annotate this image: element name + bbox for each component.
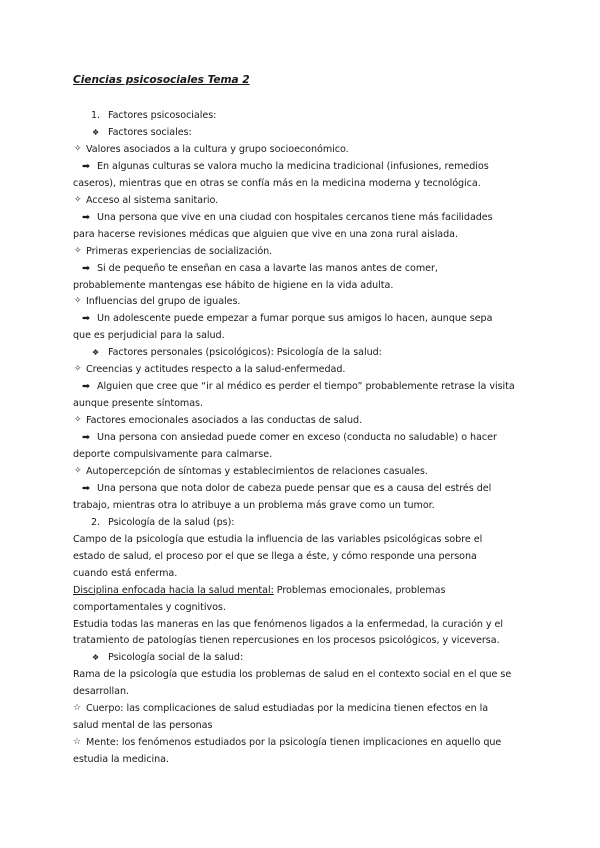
line-text: Alguien que cree que “ir al médico es perder el tiempo” probablemente retrase la visita [97,381,515,393]
line-text: Valores asociados a la cultura y grupo socioeconómico. [86,143,349,155]
line-text: deporte compulsivamente para calmarse. [73,449,273,460]
list-number: 1. [91,110,101,121]
line-text: Factores sociales: [108,127,192,138]
line-text: Factores emocionales asociados a las conductas de salud. [86,415,363,427]
line-text: Estudia todas las maneras en las que fenómenos ligados a la enfermedad, la curación y el [73,618,504,630]
line-text: Primeras experiencias de socialización. [86,245,273,257]
line-text: probablemente mantengas ese hábito de higiene en la vida adulta. [73,279,394,291]
line-text-group [73,584,445,597]
line-text: tratamiento de patologías tienen repercusiones en los procesos psicológicos, y viceversa. [73,635,500,647]
line-text: Acceso al sistema sanitario. [86,194,219,206]
line-text: En algunas culturas se valora mucho la medicina tradicional (infusiones, remedios [97,160,489,172]
bullet-icon: ➡ [82,211,90,223]
line-text: aunque presente síntomas. [73,398,203,410]
line-text: Autopercepción de síntomas y establecimientos de relaciones casuales. [86,465,428,477]
bullet-icon: ❖ [92,128,100,137]
line-text: Creencias y actitudes respecto a la salud-enfermedad. [86,364,346,376]
bullet-icon: ➡ [82,432,90,444]
line-text: Mente: los fenómenos estudiados por la psicología tienen implicaciones en aquello que [86,737,502,749]
doc-title: Ciencias psicosociales Tema 2 [73,74,250,86]
line-text: Una persona que nota dolor de cabeza puede pensar que es a causa del estrés del [97,482,492,494]
bullet-icon: ✧ [74,245,82,256]
line-text: para hacerse revisiones médicas que alguien que vive en una zona rural aislada. [73,228,459,240]
bullet-icon: ➡ [82,381,90,393]
line-text: Si de pequeño te enseñan en casa a lavarte las manos antes de comer, [97,262,438,274]
line-text: Psicología de la salud (ps): [108,516,235,528]
bullet-icon: ✧ [74,194,82,205]
bullet-icon: ☆ [73,703,82,714]
line-text: estudia la medicina. [73,754,169,766]
line-text: Rama de la psicología que estudia los problemas de salud en el contexto social en el que se [73,669,512,681]
bullet-icon: ❖ [92,653,100,663]
bullet-icon: ➡ [82,482,90,494]
line-text: salud mental de las personas [73,720,213,732]
list-number: 2. [91,516,101,528]
bullet-icon: ❖ [92,348,100,358]
bullet-icon: ➡ [82,160,90,172]
line-text: que es perjudicial para la salud. [73,330,225,342]
line-text: caseros), mientras que en otras se confía más en la medicina moderna y tecnológica. [73,177,481,189]
line-text: trabajo, mientras otra lo atribuye a un problema más grave como un tumor. [73,499,435,511]
line-text: estado de salud, el proceso por el que se llega a éste, y cómo responde una persona [73,550,477,562]
line-text: Factores personales (psicológicos): Psicología de la salud: [108,347,382,359]
line-text: Un adolescente puede empezar a fumar porque sus amigos lo hacen, aunque sepa [97,313,493,325]
line-text: Factores psicosociales: [108,110,217,121]
bullet-icon: ➡ [82,313,90,325]
line-text: comportamentales y cognitivos. [73,601,226,613]
bullet-icon: ☆ [73,737,82,748]
line-text: Problemas emocionales, problemas [273,584,446,596]
line-text: desarrollan. [73,686,129,698]
bullet-icon: ✧ [74,364,82,375]
bullet-icon: ➡ [82,262,90,274]
bullet-icon: ✧ [74,143,82,154]
line-text: Cuerpo: las complicaciones de salud estudiadas por la medicina tienen efectos en la [86,703,489,715]
line-text: Influencias del grupo de iguales. [86,296,241,308]
line-text: Una persona con ansiedad puede comer en exceso (conducta no saludable) o hacer [97,432,497,444]
line-text: Una persona que vive en una ciudad con hospitales cercanos tiene más facilidades [97,211,493,223]
line-text: Psicología social de la salud: [108,652,244,664]
bullet-icon: ✧ [74,296,82,307]
bullet-icon: ✧ [74,415,82,426]
line-text: Campo de la psicología que estudia la influencia de las variables psicológicas sobre el [73,533,483,545]
underlined-heading: Disciplina enfocada hacia la salud mental: [73,584,274,596]
bullet-icon: ✧ [74,465,82,476]
line-text: cuando está enferma. [73,567,178,579]
